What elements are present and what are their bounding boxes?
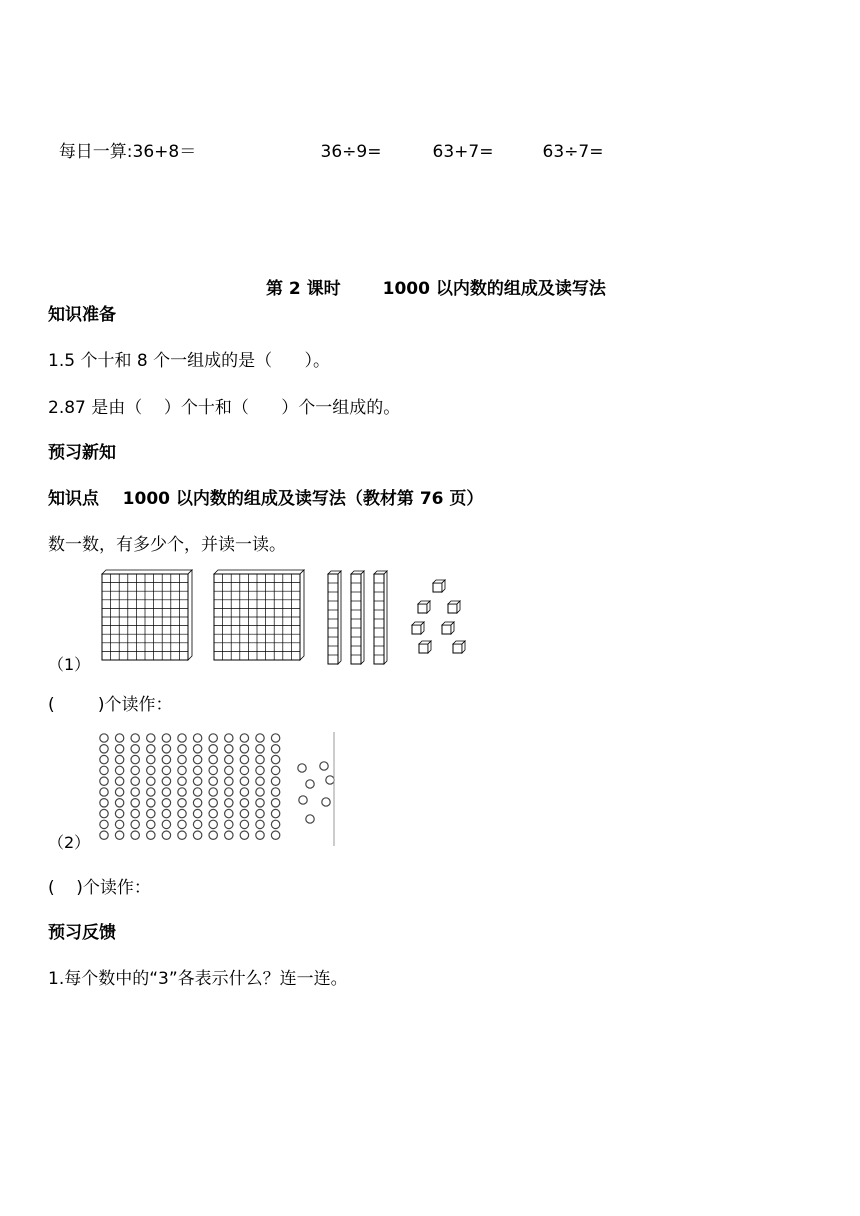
loose-circles: [298, 762, 334, 823]
hundred-block: [214, 570, 304, 660]
feedback-question-1: 1.每个数中的“3”各表示什么？连一连。: [48, 969, 348, 989]
new-knowledge-heading: 预习新知: [48, 443, 116, 463]
circle-grid: [100, 734, 280, 840]
ten-rod: [351, 571, 364, 664]
unit-cube: [448, 601, 460, 613]
daily-calc-prefix: 每日一算:: [58, 142, 133, 162]
daily-calc-item: 36÷9=: [320, 142, 382, 162]
figure-2-label: （2）: [48, 833, 91, 852]
daily-calc-item: 36+8＝: [132, 142, 197, 162]
daily-calc-item: 63+7=: [432, 142, 494, 162]
counting-circles-figure: [94, 730, 344, 848]
prep-question-1: 1.5 个十和 8 个一组成的是（ ）。: [48, 351, 330, 371]
unit-cube: [442, 622, 454, 634]
prep-question-2: 2.87 是由（ ）个十和（ ）个一组成的。: [48, 398, 401, 418]
daily-calc-line: [48, 117, 603, 162]
unit-cube: [433, 580, 445, 592]
ten-rod: [374, 571, 387, 664]
lesson-number: 第 2 课时: [265, 279, 341, 299]
hundred-block: [102, 570, 192, 660]
daily-calc-item: 63÷7=: [542, 142, 604, 162]
base-ten-blocks-figure: [96, 568, 476, 668]
prep-heading: 知识准备: [48, 305, 116, 325]
instruction: 数一数，有多少个，并读一读。: [48, 535, 286, 555]
lesson-title: [0, 254, 860, 299]
unit-cube: [453, 641, 465, 653]
figure-1-answer: ( )个读作：: [48, 695, 173, 715]
feedback-heading: 预习反馈: [48, 923, 116, 943]
unit-cube: [418, 601, 430, 613]
knowledge-point: 知识点 1000 以内数的组成及读写法（教材第 76 页）: [48, 489, 484, 509]
figure-1-label: （1）: [48, 655, 91, 674]
ten-rod: [328, 571, 341, 664]
unit-cube: [412, 622, 424, 634]
lesson-topic: 1000 以内数的组成及读写法: [382, 279, 606, 299]
figure-2-answer: ( )个读作：: [48, 878, 151, 898]
unit-cube: [419, 641, 431, 653]
